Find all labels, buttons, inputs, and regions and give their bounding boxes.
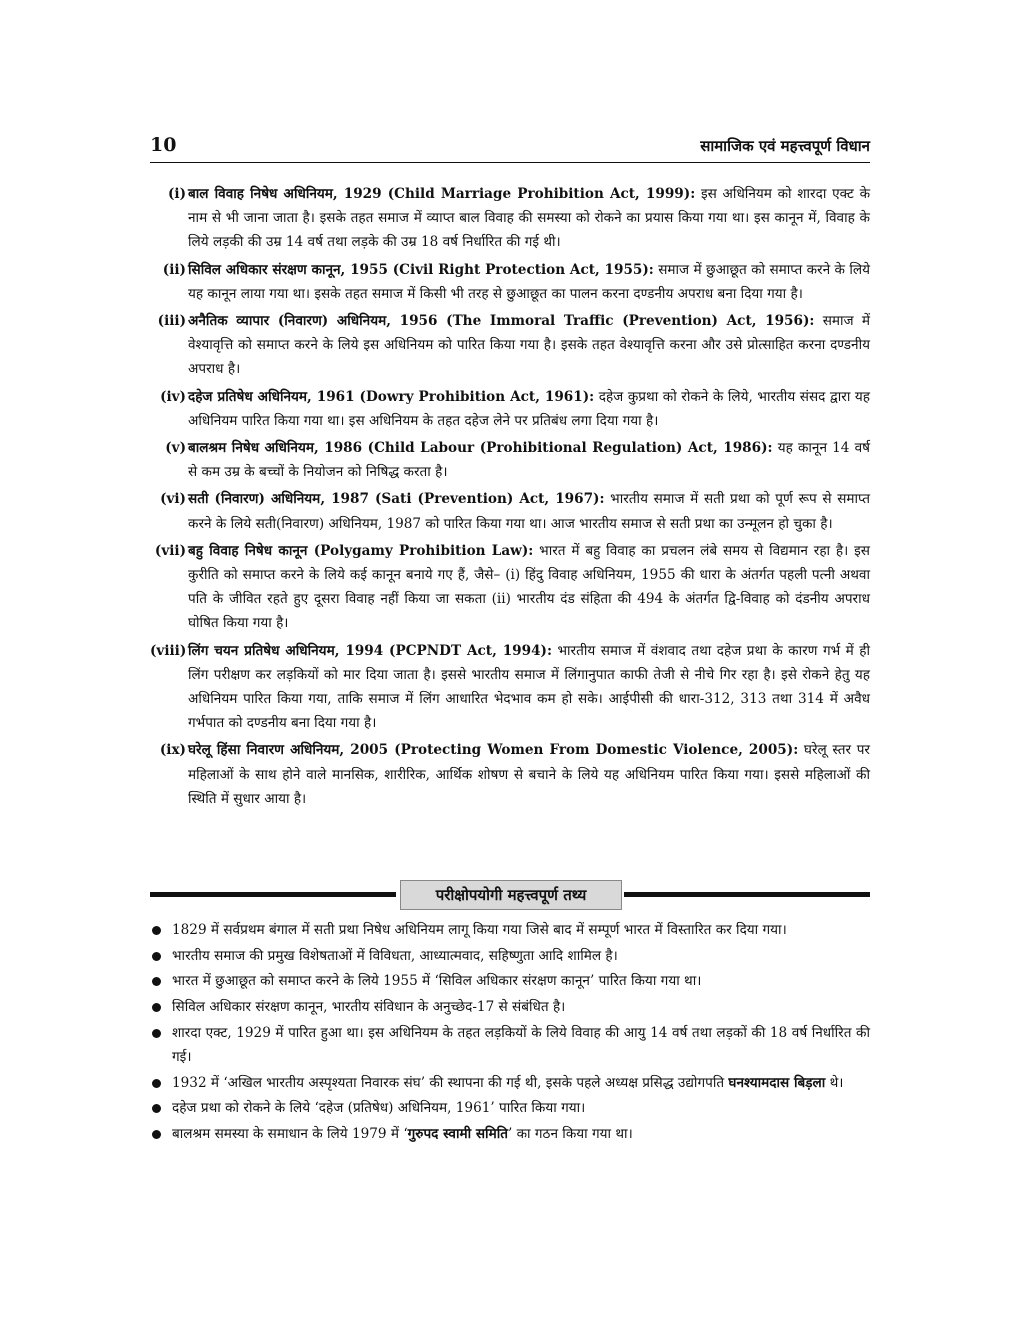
bullet-icon (152, 952, 161, 961)
act-number: (ix) (159, 742, 186, 759)
fact-text: बालश्रम समस्या के समाधान के लिये 1979 में ‘ (172, 1126, 408, 1143)
act-text: समाज में वेश्यावृत्ति को समाप्त करने के लिये इस अधिनियम को पारित किया गया है। इसके तहत वेश्यावृत्ति करना और उसे प्रोत्साहित करना दण्डनीय अपराध है। (188, 313, 870, 378)
act-text: भारतीय समाज में सती प्रथा को पूर्ण रूप से समाप्त करने के लिये सती(निवारण) अधिनियम, 1987 को पारित किया गया था। आज भारतीय समाज से सती प्रथा का उन्मूलन हो चुका है। (188, 491, 870, 532)
act-number: (viii) (150, 642, 187, 659)
fact-text-end: ’ का गठन किया गया था। (507, 1126, 633, 1143)
fact-text-end: थे। (825, 1074, 844, 1091)
fact-text: भारत में छुआछूत को समाप्त करने के लिये 1955 में ‘सिविल अधिकार संरक्षण कानून’ पारित किया गया था। (172, 973, 702, 990)
fact-item (150, 1071, 870, 1095)
facts-heading: परीक्षोपयोगी महत्त्वपूर्ण तथ्य (400, 880, 622, 910)
facts-list (150, 918, 870, 1148)
bullet-icon (152, 977, 161, 986)
bullet-icon (152, 1029, 161, 1038)
act-text: भारत में बहु विवाह का प्रचलन लंबे समय से विद्यमान रहा है। इस कुरीति को समाप्त करने के लिये कई कानून बनाये गए हैं, जैसे– (i) हिंदु विवाह अधिनियम, 1955 की धारा के अंतर्गत पहली पत्नी अथवा पति के जीवित रहते हुए दूसरा विवाह नहीं किया जा सकता (ii) भारतीय दंड संहिता की 494 के अंतर्गत द्वि-विवाह को दंडनीय अपराध घोषित किया गया है। (188, 542, 870, 632)
bullet-icon (152, 1104, 161, 1113)
act-item (150, 436, 870, 484)
heading-rule-right (624, 892, 870, 897)
act-number: (vi) (160, 491, 186, 508)
act-item (150, 182, 870, 255)
act-item (150, 258, 870, 306)
act-title: बालश्रम निषेध अधिनियम, 1986 (Child Labour (Prohibitional Regulation) Act, 1986): (188, 440, 773, 457)
bullet-icon (152, 1003, 161, 1012)
act-text: यह कानून 14 वर्ष से कम उम्र के बच्चों के नियोजन को निषिद्ध करता है। (188, 440, 870, 481)
fact-item (150, 1096, 870, 1120)
act-title: घरेलू हिंसा निवारण अधिनियम, 2005 (Protecting Women From Domestic Violence, 2005): (188, 742, 799, 759)
fact-item (150, 944, 870, 968)
act-title: सती (निवारण) अधिनियम, 1987 (Sati (Prevention) Act, 1967): (188, 491, 605, 508)
act-title: दहेज प्रतिषेध अधिनियम, 1961 (Dowry Prohibition Act, 1961): (188, 388, 595, 405)
act-item (150, 639, 870, 736)
fact-bold-text: गुरुपद स्वामी समिति (407, 1126, 508, 1143)
act-item (150, 738, 870, 811)
act-item (150, 487, 870, 535)
fact-text: 1932 में ‘अखिल भारतीय अस्पृश्यता निवारक संघ’ की स्थापना की गई थी, इसके पहले अध्यक्ष प्रसिद्ध उद्योगपति (172, 1074, 729, 1091)
act-item (150, 539, 870, 636)
act-number: (iii) (157, 313, 186, 330)
fact-bold-text: घनश्यामदास बिड़ला (728, 1074, 826, 1091)
act-item (150, 309, 870, 382)
act-title: लिंग चयन प्रतिषेध अधिनियम, 1994 (PCPNDT Act, 1994): (188, 642, 552, 659)
act-number: (iv) (160, 388, 186, 405)
act-number: (ii) (162, 261, 186, 278)
act-title: बाल विवाह निषेध अधिनियम, 1929 (Child Marriage Prohibition Act, 1999): (188, 186, 696, 202)
act-text: इस अधिनियम को शारदा एक्ट के नाम से भी जाना जाता है। इसके तहत समाज में व्याप्त बाल विवाह की समस्या को रोकने का प्रयास किया गया था। इस कानून में, विवाह के लिये लड़की की उम्र 14 वर्ष तथा लड़के की उम्र 18 वर्ष निर्धारित की गई थी। (188, 186, 871, 251)
running-title: सामाजिक एवं महत्त्वपूर्ण विधान (700, 137, 870, 155)
act-number: (vii) (154, 542, 186, 559)
fact-text: 1829 में सर्वप्रथम बंगाल में सती प्रथा निषेध अधिनियम लागू किया गया जिसे बाद में सम्पूर्ण भारत में विस्तारित कर दिया गया। (172, 922, 787, 938)
page-header (150, 132, 870, 163)
act-item (150, 385, 870, 433)
bullet-icon (152, 1130, 161, 1139)
act-text: समाज में छुआछूत को समाप्त करने के लिये यह कानून लाया गया था। इसके तहत समाज में किसी भी तरह से छुआछूत का पालन करना दण्डनीय अपराध बना दिया गया है। (188, 261, 870, 302)
facts-heading-banner (150, 880, 870, 910)
acts-list (150, 182, 870, 814)
bullet-icon (152, 926, 161, 935)
fact-text: दहेज प्रथा को रोकने के लिये ‘दहेज (प्रतिषेध) अधिनियम, 1961’ पारित किया गया। (172, 1100, 586, 1117)
act-title: अनैतिक व्यापार (निवारण) अधिनियम, 1956 (The Immoral Traffic (Prevention) Act, 1956): (188, 313, 815, 330)
act-text: भारतीय समाज में वंशवाद तथा दहेज प्रथा के कारण गर्भ में ही लिंग परीक्षण कर लड़कियों को मार दिया जाता है। इससे भारतीय समाज में लिंगानुपात काफी तेजी से नीचे गिर रहा है। इसे रोकने हेतु यह अधिनियम पारित किया गया, ताकि समाज में लिंग आधारित भेदभाव कम हो सके। आईपीसी की धारा-312, 313 तथा 314 में अवैध गर्भपात को दण्डनीय बना दिया गया है। (188, 642, 870, 732)
fact-item (150, 1122, 870, 1146)
act-title: सिविल अधिकार संरक्षण कानून, 1955 (Civil Right Protection Act, 1955): (188, 261, 654, 278)
fact-item (150, 995, 870, 1019)
bullet-icon (152, 1079, 161, 1088)
fact-text: सिविल अधिकार संरक्षण कानून, भारतीय संविधान के अनुच्छेद-17 से संबंधित है। (172, 999, 566, 1016)
act-number: (i) (167, 186, 186, 202)
heading-rule-left (150, 892, 396, 897)
act-text: दहेज कुप्रथा को रोकने के लिये, भारतीय संसद द्वारा यह अधिनियम पारित किया गया था। इस अधिनियम के तहत दहेज लेने पर प्रतिबंध लगा दिया गया है। (188, 388, 870, 429)
act-title: बहु विवाह निषेध कानून (Polygamy Prohibition Law): (188, 542, 534, 559)
fact-item (150, 1021, 870, 1069)
page-number: 10 (150, 134, 177, 156)
fact-text: शारदा एक्ट, 1929 में पारित हुआ था। इस अधिनियम के तहत लड़कियों के लिये विवाह की आयु 14 वर्ष तथा लड़कों की 18 वर्ष निर्धारित की गई। (172, 1024, 870, 1066)
fact-text: भारतीय समाज की प्रमुख विशेषताओं में विविधता, आध्यात्मवाद, सहिष्णुता आदि शामिल है। (172, 947, 618, 964)
act-text: घरेलू स्तर पर महिलाओं के साथ होने वाले मानसिक, शारीरिक, आर्थिक शोषण से बचाने के लिये यह अधिनियम पारित किया गया। इससे महिलाओं की स्थिति में सुधार आया है। (188, 742, 870, 807)
fact-item (150, 969, 870, 993)
act-number: (v) (165, 440, 186, 457)
fact-item (150, 918, 870, 942)
